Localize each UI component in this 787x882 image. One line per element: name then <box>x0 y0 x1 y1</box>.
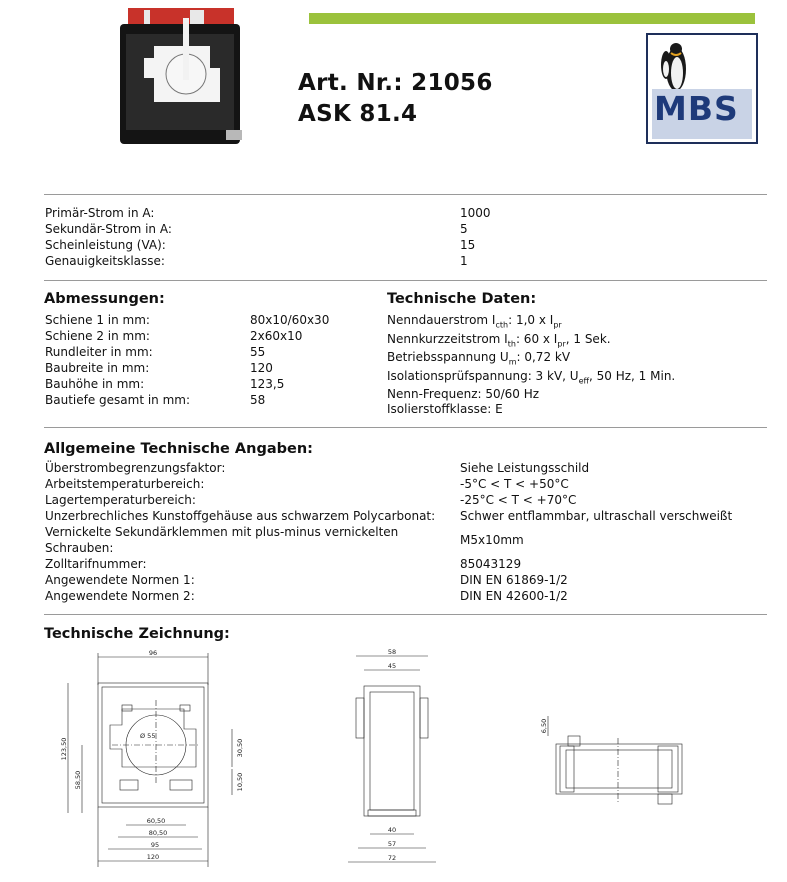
insulation-class-row: Isolierstoffklasse: E <box>387 402 503 416</box>
general-value: M5x10mm <box>460 533 524 547</box>
dim-value: 55 <box>250 345 266 359</box>
dim-label: Bautiefe gesamt in mm: <box>45 393 191 407</box>
general-label: Überstrombegrenzungsfaktor: <box>45 461 226 475</box>
dim-6-50: 6,50 <box>540 718 548 734</box>
apparent-power-label: Scheinleistung (VA): <box>45 238 166 252</box>
dim-value: 58 <box>250 393 266 407</box>
dim-label: Schiene 1 in mm: <box>45 313 150 327</box>
dim-96: 96 <box>148 649 158 657</box>
operating-voltage-row: Betriebsspannung $U_m$: 0,72 kV <box>387 350 571 367</box>
divider-3 <box>44 427 767 428</box>
dim-10-50: 10,50 <box>236 772 244 792</box>
dim-40: 40 <box>387 826 397 834</box>
rated-current-row: Nenndauerstrom $I_{cth}$: 1,0 x $I_{pr}$ <box>387 313 562 330</box>
secondary-current-label: Sekundär-Strom in A: <box>45 222 172 236</box>
general-label: Angewendete Normen 2: <box>45 589 195 603</box>
dim-label: Rundleiter in mm: <box>45 345 153 359</box>
dim-45: 45 <box>387 662 397 670</box>
general-label: Lagertemperaturbereich: <box>45 493 196 507</box>
dim-58-50: 58,50 <box>74 770 82 790</box>
general-label: Arbeitstemperaturbereich: <box>45 477 205 491</box>
general-label: Angewendete Normen 1: <box>45 573 195 587</box>
dim-95: 95 <box>150 841 160 849</box>
dim-72: 72 <box>387 854 397 862</box>
general-value: DIN EN 42600-1/2 <box>460 589 568 603</box>
primary-current-value: 1000 <box>460 206 491 220</box>
rated-frequency-row: Nenn-Frequenz: 50/60 Hz <box>387 387 540 401</box>
dim-123-50: 123,50 <box>60 737 68 761</box>
secondary-current-value: 5 <box>460 222 468 236</box>
dim-value: 2x60x10 <box>250 329 303 343</box>
header-accent-bar <box>309 13 755 24</box>
dim-diameter-55: Ø 55 <box>140 732 156 740</box>
dim-120: 120 <box>146 853 160 861</box>
general-label: Zolltarifnummer: <box>45 557 147 571</box>
divider-1 <box>44 194 767 195</box>
drawing-heading: Technische Zeichnung: <box>44 626 230 642</box>
apparent-power-value: 15 <box>460 238 476 252</box>
dim-value: 120 <box>250 361 273 375</box>
dim-label: Schiene 2 in mm: <box>45 329 150 343</box>
dim-60-50: 60,50 <box>146 817 166 825</box>
front-view-drawing <box>52 645 267 870</box>
general-value: DIN EN 61869-1/2 <box>460 573 568 587</box>
side-view-drawing <box>338 648 450 870</box>
dim-label: Bauhöhe in mm: <box>45 377 145 391</box>
general-value: 85043129 <box>460 557 522 571</box>
general-value: Siehe Leistungsschild <box>460 461 590 475</box>
general-label: Vernickelte Sekundärklemmen mit plus-minus vernickelten <box>45 525 399 539</box>
mbs-logo <box>646 33 758 144</box>
accuracy-class-value: 1 <box>460 254 468 268</box>
divider-4 <box>44 614 767 615</box>
general-value: -5°C < T < +50°C <box>460 477 569 491</box>
model-name: ASK 81.4 <box>298 101 418 127</box>
general-label: Unzerbrechliches Kunstoffgehäuse aus schwarzem Polycarbonat: <box>45 509 436 523</box>
general-label: Schrauben: <box>45 541 114 555</box>
general-value: -25°C < T < +70°C <box>460 493 577 507</box>
general-heading: Allgemeine Technische Angaben: <box>44 441 313 457</box>
article-number: Art. Nr.: 21056 <box>298 70 493 96</box>
top-view-drawing <box>528 710 708 810</box>
primary-current-label: Primär-Strom in A: <box>45 206 155 220</box>
short-time-current-row: Nennkurzzeitstrom $I_{th}$: 60 x $I_{pr}$, 1 Sek. <box>387 332 611 349</box>
dim-57: 57 <box>387 840 397 848</box>
product-photo <box>110 6 260 152</box>
general-value: Schwer entflammbar, ultraschall verschweißt <box>460 509 733 523</box>
dim-value: 80x10/60x30 <box>250 313 330 327</box>
dim-30-50: 30,50 <box>236 738 244 758</box>
dimensions-heading: Abmessungen: <box>44 291 165 307</box>
dim-58: 58 <box>387 648 397 656</box>
insulation-test-row: Isolationsprüfspannung: 3 kV, $U_{eff}$, 50 Hz, 1 Min. <box>387 369 676 386</box>
dim-label: Baubreite in mm: <box>45 361 150 375</box>
dim-value: 123,5 <box>250 377 285 391</box>
tech-data-heading: Technische Daten: <box>387 291 537 307</box>
divider-2 <box>44 280 767 281</box>
dim-80-50: 80,50 <box>148 829 168 837</box>
accuracy-class-label: Genauigkeitsklasse: <box>45 254 165 268</box>
logo-text: MBS <box>654 89 739 128</box>
